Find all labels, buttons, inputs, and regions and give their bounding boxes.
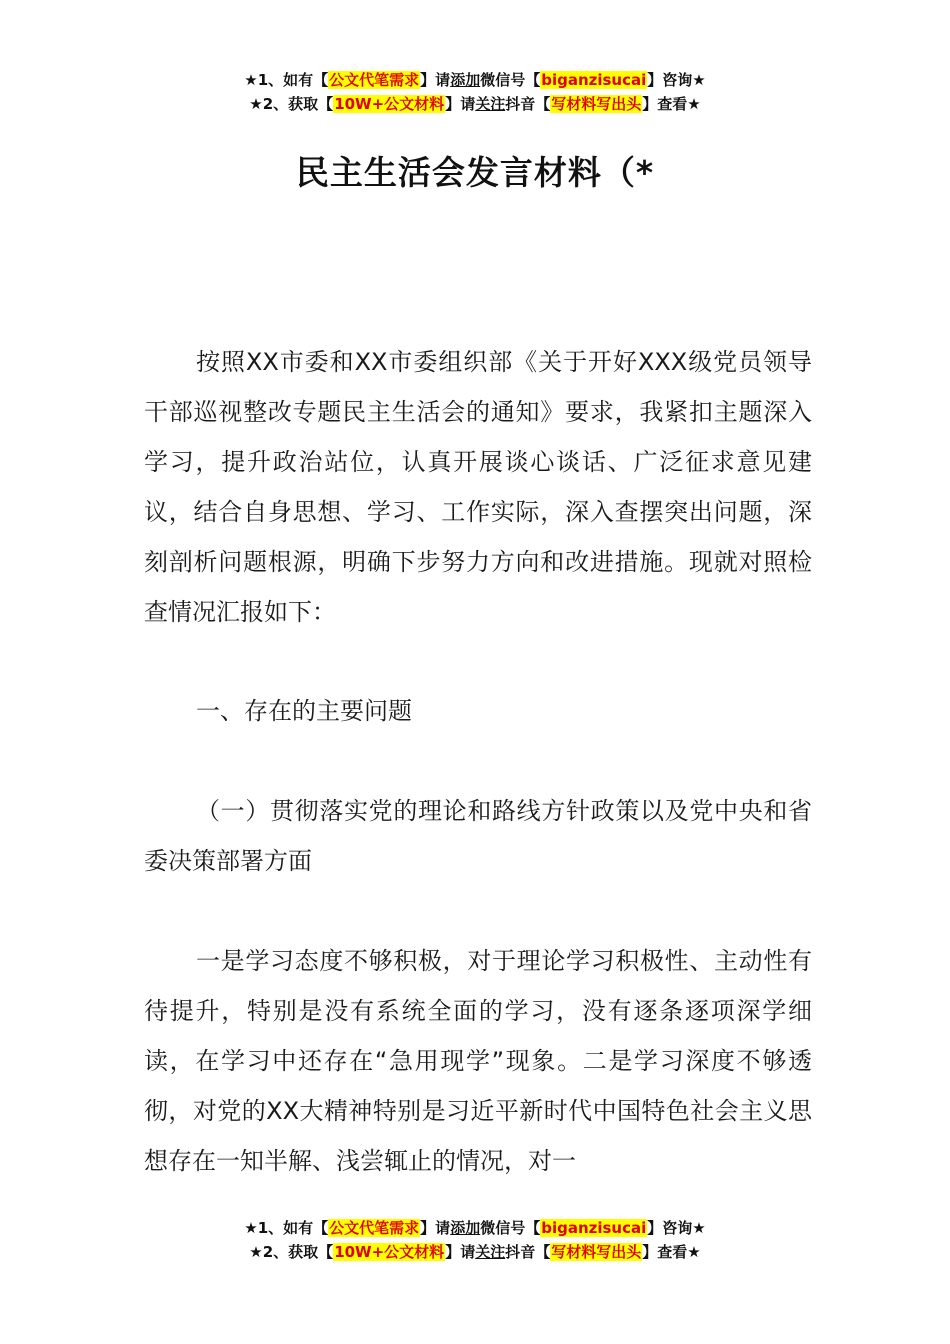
banner-text: 】咨询★ — [647, 1219, 706, 1237]
banner-text: 微信号【 — [480, 1219, 541, 1237]
banner-text: 】请 — [420, 1219, 451, 1237]
highlight-materials: 10W+公文材料 — [334, 95, 445, 113]
body-paragraph: 一是学习态度不够积极，对于理论学习积极性、主动性有待提升，特别是没有系统全面的学习，没有逐条逐项深学细读，在学习中还存在“急用现学”现象。二是学习深度不够透彻，对党的XX大精神特别是习近平新时代中国特色社会主义思想存在一知半解、浅尝辄止的情况，对一 — [144, 947, 812, 1175]
banner-text: ★1、如有【 — [244, 71, 329, 89]
banner-text: 】咨询★ — [647, 71, 706, 89]
highlight-douyin-id: 写材料写出头 — [551, 1243, 642, 1261]
highlight-service: 公文代笔需求 — [329, 71, 420, 89]
banner-text: 微信号【 — [480, 71, 541, 89]
banner-text: 】请 — [420, 71, 451, 89]
banner-line-1 — [0, 1216, 950, 1240]
intro-paragraph: 按照XX市委和XX市委组织部《关于开好XXX级党员领导干部巡视整改专题民主生活会的通知》要求，我紧扣主题深入学习，提升政治站位，认真开展谈心谈话、广泛征求意见建议，结合自身思想、学习、工作实际，深入查摆突出问题，深刻剖析问题根源，明确下步努力方向和改进措施。现就对照检查情况汇报如下： — [144, 348, 812, 626]
banner-emphasis: 添加 — [450, 71, 481, 89]
footer-banner — [0, 1216, 950, 1264]
banner-text: 】请 — [445, 95, 476, 113]
banner-text: 】查看★ — [642, 1243, 701, 1261]
banner-text: ★1、如有【 — [244, 1219, 329, 1237]
banner-emphasis: 关注 — [475, 95, 506, 113]
highlight-service: 公文代笔需求 — [329, 1219, 420, 1237]
banner-text: 抖音【 — [505, 1243, 551, 1261]
banner-text: 抖音【 — [505, 95, 551, 113]
highlight-douyin-id: 写材料写出头 — [551, 95, 642, 113]
banner-line-1 — [0, 68, 950, 92]
banner-line-2 — [0, 1240, 950, 1264]
highlight-materials: 10W+公文材料 — [334, 1243, 445, 1261]
banner-text: 】请 — [445, 1243, 476, 1261]
banner-text: ★2、获取【 — [249, 1243, 334, 1261]
banner-text: ★2、获取【 — [249, 95, 334, 113]
banner-emphasis: 关注 — [475, 1243, 506, 1261]
document-title: 民主生活会发言材料（* — [295, 153, 655, 192]
banner-line-2 — [0, 92, 950, 116]
header-banner — [0, 68, 950, 116]
subsection-heading: （一）贯彻落实党的理论和路线方针政策以及党中央和省委决策部署方面 — [144, 797, 812, 875]
section-heading: 一、存在的主要问题 — [196, 697, 412, 725]
highlight-wechat-id: biganzisucai — [541, 1219, 647, 1237]
banner-text: 】查看★ — [642, 95, 701, 113]
banner-emphasis: 添加 — [450, 1219, 481, 1237]
highlight-wechat-id: biganzisucai — [541, 71, 647, 89]
